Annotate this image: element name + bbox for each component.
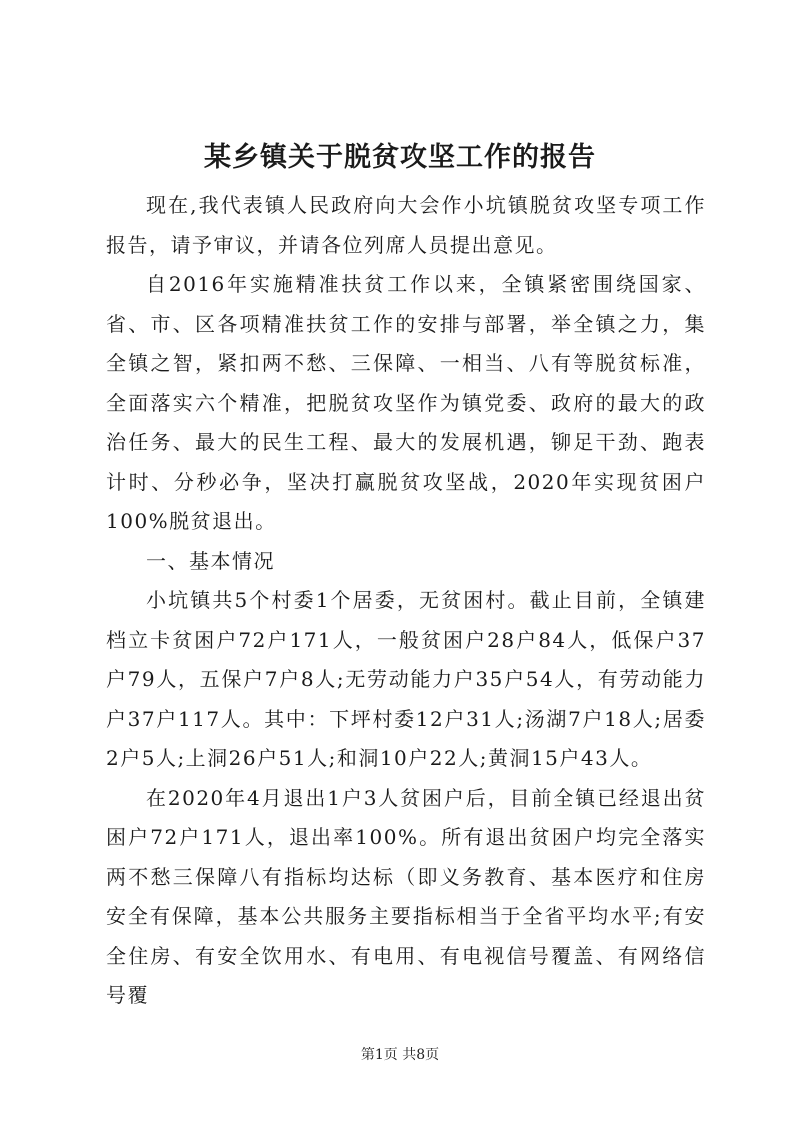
paragraph-exit-status: 在2020年4月退出1户3人贫困户后，目前全镇已经退出贫困户72户171人，退出率100%。所有退出贫困户均完全落实两不愁三保障八有指标均达标（即义务教育、基本医疗和住房安全有保障，基本公共服务主要指标相当于全省平均水平;有安全住房、有安全饮用水、有电用、有电视信号覆盖、有网络信号覆 xyxy=(106,785,706,1007)
document-body xyxy=(106,186,706,1016)
section-heading-basic-situation: 一、基本情况 xyxy=(146,548,275,573)
paragraph-intro: 现在,我代表镇人民政府向大会作小坑镇脱贫攻坚专项工作报告，请予审议，并请各位列席人员提出意见。 xyxy=(106,193,706,257)
document-title: 某乡镇关于脱贫攻坚工作的报告 xyxy=(204,142,596,173)
paragraph-statistics: 小坑镇共5个村委1个居委，无贫困村。截止目前，全镇建档立卡贫困户72户171人，一般贫困户28户84人，低保户37户79人，五保户7户8人;无劳动能力户35户54人，有劳动能力户37户117人。其中：下坪村委12户31人;汤湖7户18人;居委2户5人;上洞26户51人;和洞10户22人;黄洞15户43人。 xyxy=(106,588,706,770)
page-number-footer: 第1页 共8页 xyxy=(360,1047,440,1063)
paragraph-overview: 自2016年实施精准扶贫工作以来，全镇紧密围绕国家、省、市、区各项精准扶贫工作的安排与部署，举全镇之力，集全镇之智，紧扣两不愁、三保障、一相当、八有等脱贫标准，全面落实六个精准，把脱贫攻坚作为镇党委、政府的最大的政治任务、最大的民生工程、最大的发展机遇，铆足干劲、跑表计时、分秒必争，坚决打赢脱贫攻坚战，2020年实现贫困户100%脱贫退出。 xyxy=(106,272,706,533)
